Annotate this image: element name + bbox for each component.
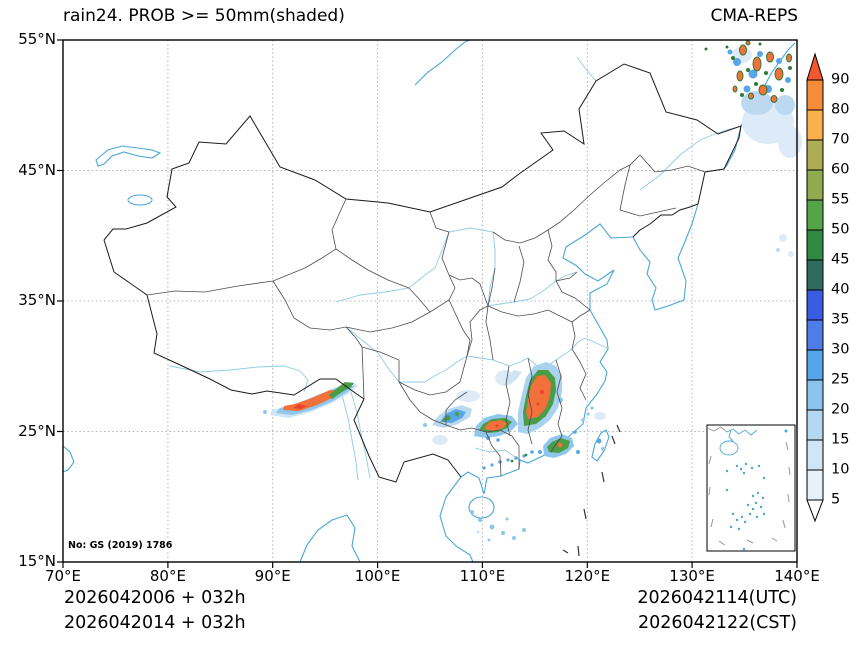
taiwan-island [592, 430, 609, 461]
precip-northeast-cluster [705, 41, 803, 158]
colorbar-level-label: 10 [831, 461, 850, 478]
footer-init-times [64, 586, 246, 636]
y-tick-label: 25°N [18, 421, 56, 440]
colorbar-segment [807, 290, 823, 320]
y-tick-label: 15°N [18, 552, 56, 570]
x-tick-label: 130°E [669, 567, 715, 585]
precip-guangxi-band [474, 414, 518, 442]
colorbar-over-arrow [807, 54, 823, 80]
colorbar-level-label: 50 [831, 221, 850, 238]
province-borders [147, 155, 705, 476]
lake-baikal [415, 40, 470, 85]
songhua-river [640, 126, 741, 190]
colorbar-segment [807, 200, 823, 230]
upper-amur-river [577, 57, 596, 81]
colorbar-segment [807, 80, 823, 110]
colorbar-segment [807, 170, 823, 200]
colorbar-segment [807, 380, 823, 410]
colorbar-level-label: 60 [831, 161, 850, 178]
korea-coastline [633, 204, 698, 310]
colorbar-level-label: 70 [831, 131, 850, 148]
model-name: CMA-REPS [710, 6, 798, 26]
yellow-river [336, 228, 577, 306]
colorbar-level-label: 55 [831, 191, 850, 208]
south-china-sea-inset [707, 425, 795, 551]
lake-balkhash [96, 146, 160, 166]
china-north-border [104, 64, 741, 240]
y-tick-label: 45°N [18, 160, 56, 179]
colorbar [807, 80, 823, 500]
x-tick-label: 70°E [44, 567, 82, 585]
colorbar-segment [807, 470, 823, 500]
precip-faint-washes [432, 234, 794, 445]
x-tick-label: 110°E [459, 567, 506, 585]
colorbar-under-arrow [807, 500, 823, 521]
country-borders [104, 64, 741, 482]
colorbar-level-label: 45 [831, 251, 850, 268]
colorbar-segment [807, 230, 823, 260]
colorbar-segment [807, 140, 823, 170]
colorbar-level-label: 25 [831, 371, 850, 388]
ussuri-river [724, 126, 741, 169]
colorbar-level-label: 80 [831, 101, 850, 118]
x-tick-label: 90°E [254, 567, 291, 585]
hainan-island [469, 497, 494, 518]
init-time-cst: 2026042014 + 032h [64, 613, 246, 633]
y-tick-label: 35°N [18, 291, 56, 309]
colorbar-level-label: 15 [831, 431, 850, 448]
precip-east-guangdong [538, 434, 580, 458]
gridlines [63, 40, 797, 562]
myanmar-coastline [300, 515, 360, 562]
chart-title: rain24. PROB >= 50mm(shaded) [63, 6, 345, 26]
colorbar-level-label: 35 [831, 311, 850, 328]
valid-time-utc: 2026042114(UTC) [637, 588, 797, 608]
init-time-utc: 2026042006 + 032h [64, 588, 246, 608]
valid-time-cst: 2026042122(CST) [637, 613, 797, 633]
colorbar-level-label: 30 [831, 341, 850, 358]
x-tick-label: 140°E [774, 567, 820, 585]
colorbar-level-label: 90 [831, 71, 850, 88]
colorbar-level-label: 20 [831, 401, 850, 418]
vietnam-coastline [440, 477, 473, 562]
colorbar-level-label: 5 [831, 491, 841, 508]
map-license-note: No: GS (2019) 1786 [68, 540, 173, 551]
colorbar-segment [807, 260, 823, 290]
colorbar-segment [807, 320, 823, 350]
colorbar-segment [807, 110, 823, 140]
colorbar-segment [807, 350, 823, 380]
x-tick-label: 100°E [354, 567, 401, 585]
x-tick-label: 120°E [564, 567, 611, 585]
footer-valid-times [637, 586, 797, 636]
lake-issyk-kul [128, 195, 152, 205]
y-tick-label: 55°N [18, 30, 56, 48]
colorbar-segment [807, 440, 823, 470]
x-tick-label: 80°E [149, 567, 186, 585]
west-edge-coast [63, 446, 74, 472]
colorbar-segment [807, 410, 823, 440]
colorbar-level-label: 40 [831, 281, 850, 298]
precip-hainan-scatter [470, 510, 526, 542]
china-west-south-border [104, 240, 461, 482]
